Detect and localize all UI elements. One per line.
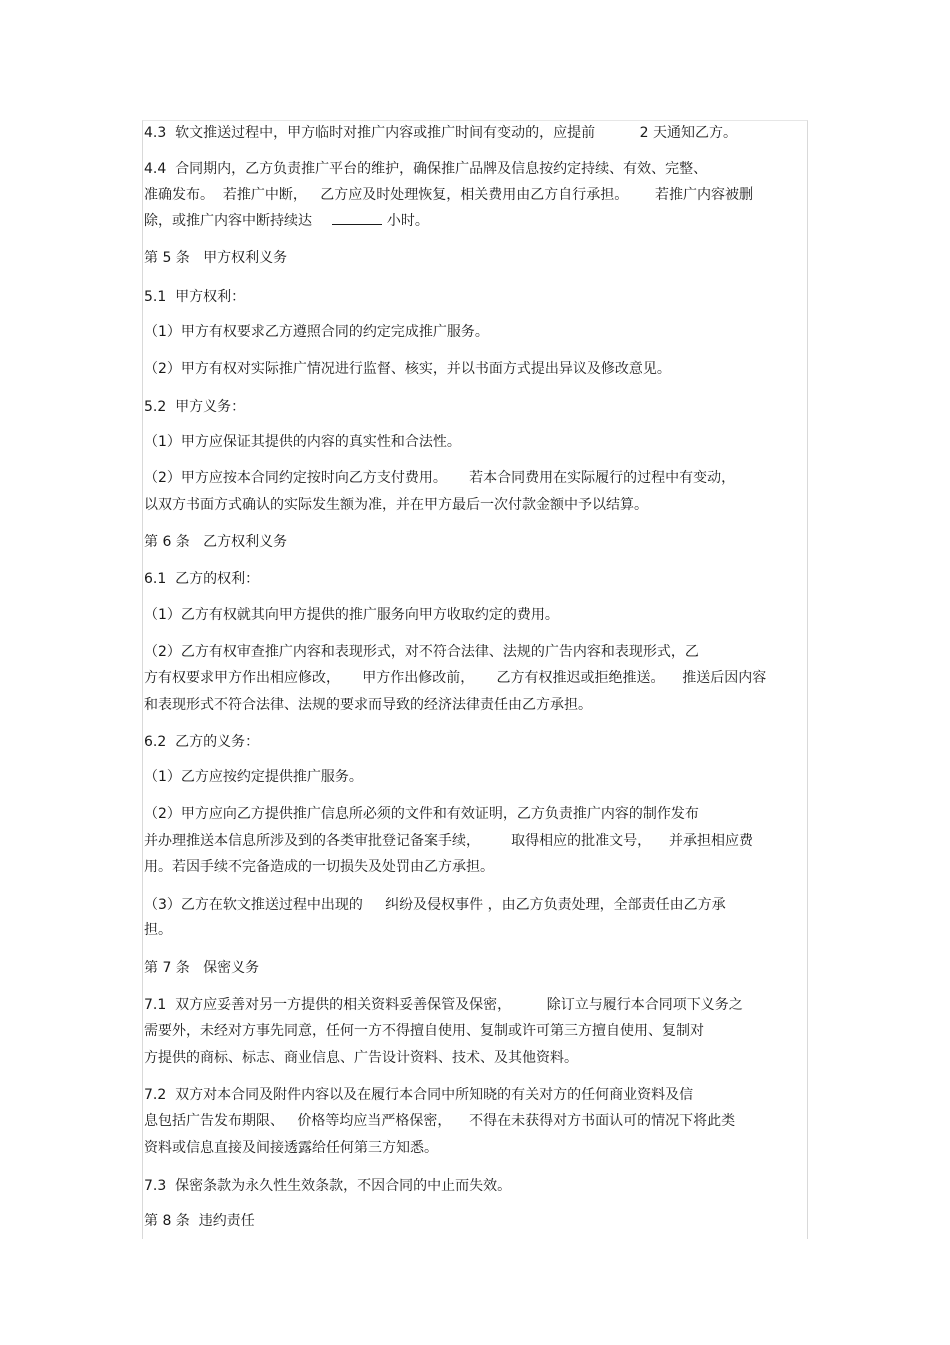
clause-5-2-item-1: （1）甲方应保证其提供的内容的真实性和合法性。: [144, 434, 461, 450]
fill-in-blank: [332, 212, 382, 225]
clause-6-2-item-2-line1: （2）甲方应向乙方提供推广信息所必须的文件和有效证明，乙方负责推广内容的制作发布: [144, 806, 699, 822]
clause-7-1-line2: 需要外，未经对方事先同意，任何一方不得擅自使用、复制或许可第三方擅自使用、复制对: [144, 1023, 704, 1039]
clause-6-2: 6.2 乙方的义务：: [144, 734, 260, 750]
clause-5-2-item-2-line1: （2）甲方应按本合同约定按时向乙方支付费用。 若本合同费用在实际履行的过程中有变动，: [144, 470, 736, 486]
article-6-heading: 第 6 条 乙方权利义务: [144, 534, 288, 550]
clause-7-1-line3: 方提供的商标、标志、商业信息、广告设计资料、技术、及其他资料。: [144, 1050, 578, 1066]
clause-6-2-item-2-line3: 用。若因手续不完备造成的一切损失及处罚由乙方承担。: [144, 859, 494, 875]
clause-7-2-line3: 资料或信息直接及间接透露给任何第三方知悉。: [144, 1140, 438, 1156]
clause-7-2-line1: 7.2 双方对本合同及附件内容以及在履行本合同中所知晓的有关对方的任何商业资料及信: [144, 1087, 694, 1103]
clause-5-1-item-1: （1）甲方有权要求乙方遵照合同的约定完成推广服务。: [144, 324, 489, 340]
clause-7-1-line1: 7.1 双方应妥善对另一方提供的相关资料妥善保管及保密， 除订立与履行本合同项下义务之: [144, 997, 743, 1013]
clause-6-2-item-3-line1: （3）乙方在软文推送过程中出现的 纠纷及侵权事件 ，由乙方负责处理，全部责任由乙方承: [144, 897, 726, 913]
clause-6-1: 6.1 乙方的权利：: [144, 571, 260, 587]
clause-4-4-line1: 4.4 合同期内，乙方负责推广平台的维护，确保推广品牌及信息按约定持续、有效、完整、: [144, 161, 708, 177]
clause-4-4-line3-text: 除，或推广内容中断持续达: [144, 213, 312, 229]
clause-7-3: 7.3 保密条款为永久性生效条款，不因合同的中止而失效。: [144, 1178, 512, 1194]
article-8-heading: 第 8 条 违约责任: [144, 1213, 255, 1229]
clause-6-1-item-1: （1）乙方有权就其向甲方提供的推广服务向甲方收取约定的费用。: [144, 607, 559, 623]
article-7-heading: 第 7 条 保密义务: [144, 960, 260, 976]
clause-5-1-item-2: （2）甲方有权对实际推广情况进行监督、核实，并以书面方式提出异议及修改意见。: [144, 361, 671, 377]
clause-6-2-item-2-line2: 并办理推送本信息所涉及到的各类审批登记备案手续， 取得相应的批准文号， 并承担相应费: [144, 833, 753, 849]
clause-6-1-item-2-line1: （2）乙方有权审查推广内容和表现形式，对不符合法律、法规的广告内容和表现形式，乙: [144, 644, 699, 660]
clause-4-4-line2: 准确发布。 若推广中断， 乙方应及时处理恢复，相关费用由乙方自行承担。 若推广内容被删: [144, 187, 753, 203]
clause-5-2: 5.2 甲方义务：: [144, 399, 246, 415]
clause-5-1: 5.1 甲方权利：: [144, 289, 246, 305]
clause-4-4-line3: [144, 212, 429, 230]
article-5-heading: 第 5 条 甲方权利义务: [144, 250, 288, 266]
clause-6-2-item-3-line2: 担。: [144, 922, 172, 938]
clause-5-2-item-2-line2: 以双方书面方式确认的实际发生额为准，并在甲方最后一次付款金额中予以结算。: [144, 497, 648, 513]
clause-6-2-item-1: （1）乙方应按约定提供推广服务。: [144, 769, 363, 785]
clause-6-1-item-2-line3: 和表现形式不符合法律、法规的要求而导致的经济法律责任由乙方承担。: [144, 697, 592, 713]
clause-4-3: 4.3 软文推送过程中，甲方临时对推广内容或推广时间有变动的，应提前 2 天通知乙方。: [144, 125, 738, 141]
clause-4-4-line3-tail: 小时。: [386, 213, 429, 229]
clause-7-2-line2: 息包括广告发布期限、 价格等均应当严格保密， 不得在未获得对方书面认可的情况下将此类: [144, 1113, 736, 1129]
clause-6-1-item-2-line2: 方有权要求甲方作出相应修改， 甲方作出修改前， 乙方有权推迟或拒绝推送。 推送后因内容: [144, 670, 767, 686]
